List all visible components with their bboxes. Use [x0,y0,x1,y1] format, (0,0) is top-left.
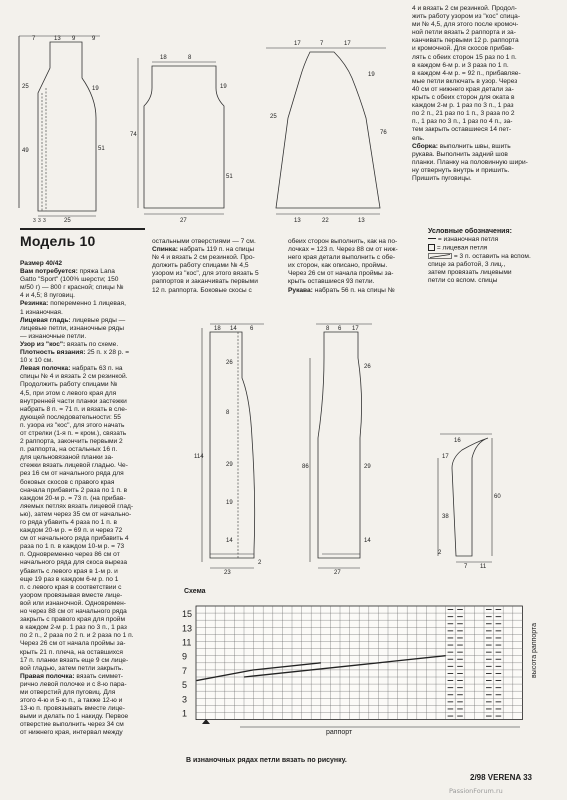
p4-label-4: 114 [194,454,204,460]
col1-line: 10 х 10 см. [20,357,54,365]
p4-label-7: 19 [226,500,233,506]
col1-line: узором провязывая вместе лице- [20,591,123,599]
col1-line: боковых скосов с правого края [20,478,115,486]
p3-label-0: 17 [294,41,301,47]
col2-line: узором из "кос", для этого вязать 5 [152,270,259,278]
top-text-line: ми № 4,5, для этого после кромоч- [412,21,519,29]
scheme-height-label: высота раппорта [531,622,538,678]
col2-line: должить работу спицами № 4,5 [152,262,249,270]
col1-line: 2 раппорта, закончить первыми 2 [20,438,123,446]
p3-label-2: 17 [344,41,351,47]
p2-label-3: 74 [130,132,137,138]
col1-line: набрать 8 п. = 71 п. и вязать в сле- [20,405,128,413]
col1-line: Вам потребуется: пряжа Lana [20,268,115,276]
p6-label-1: 17 [442,454,449,460]
col1-line: сначала прибавить 2 раза по 1 п. в [20,486,128,494]
watermark: PassionForum.ru [449,787,503,795]
col1-line: каждом 20-м р. = 73 п. (на прибав- [20,494,126,502]
p3-label-5: 76 [380,130,387,136]
p2-label-1: 8 [188,55,192,61]
p4-label-1: 14 [230,326,237,332]
pattern-front-panel [14,28,114,224]
col1-line: но через 88 см от начального ряда [20,608,127,616]
col1-line: Размер 40/42 [20,260,63,267]
col3-line: Через 26 см от начала проймы за- [288,270,394,278]
col1-line: Gatto "Sport" (100% шерсти; 150 [20,276,119,284]
col1-line: лицевые петли, изнаночные ряды [20,324,124,332]
page-footer [470,773,532,782]
p5-label-5: 29 [364,464,371,470]
col1-line: 13-ю п. провязывать вместе лице- [20,705,125,713]
col1-line: Левая полочка: набрать 63 п. на [20,365,123,373]
col1-line: п. Одновременно через 86 см от [20,551,120,559]
pattern-sleeve-model10 [432,428,512,568]
col1-line: еще 19 раз в каждом 6-м р. по 1 [20,575,119,583]
col1-line: ляемых петлях вязать лицевой глад- [20,502,134,510]
col1-line: п. раппорта, на остальных 16 п. [20,446,118,454]
col1-line: Резинка: попеременно 1 лицевая, [20,300,126,308]
col1-line: Через 26 см от начала проймы за- [20,640,126,648]
col1-line: Лицевая гладь: лицевые ряды — [20,316,126,324]
col1-line: каждом 20-м р. = 69 п. и через 72 [20,527,123,535]
col1-line: Правая полочка: вязать симмет- [20,672,123,680]
top-text-line: 4 и вязать 2 см резинкой. Продол- [412,5,517,12]
col2-line: № 4 и вязать 2 см резинкой. Про- [152,254,255,262]
col2-line: 12 п. раппорта. Боковые скосы с [152,286,252,294]
p4-label-10: 2 [258,560,262,566]
pattern-back-model10 [192,318,300,576]
p4-label-8: 14 [226,538,233,544]
top-text-block [412,5,550,183]
scheme-repeat-label: раппорт [326,729,353,736]
scheme-row-label: 7 [182,665,188,676]
scheme-row-label: 11 [182,637,192,648]
scheme-grid [160,598,560,748]
scheme-note: В изнаночных рядах петли вязать по рисунку. [186,757,347,764]
col2-line: Спинка: набрать 119 п. на спицы [152,246,255,254]
col1-line: раза по 1 п. в каждом 10-м р. = 73 [20,543,125,551]
p2-label-0: 18 [160,55,167,61]
p6-label-3: 38 [442,514,449,520]
col1-line: Продолжить работу спицами № [20,381,118,389]
p1-label-9: 3 [38,218,41,224]
col1-line: рез 16 см от начального ряда для [20,470,124,478]
col1-line: для цельновязаной планки за- [20,454,114,462]
col1-line: ми отверстий для пуговиц. Для [20,688,116,696]
col1-line: этого 4-ю и 5-ю п., а также 12-ю и [20,697,123,705]
p1-label-7: 51 [98,146,105,152]
col1-line: Плотность вязания: 25 п. х 28 р. = [20,349,130,357]
col1-line: спицы № 4 и вязать 2 см резинкой. [20,373,128,381]
p4-label-6: 29 [226,462,233,468]
top-text-line: жить работу узором из "кос" спица- [412,13,521,21]
top-text-line: лять с обеих сторон 15 раз по 1 п. [412,53,517,61]
col1-line: — изнаночные петли. [20,332,87,340]
p6-label-6: 11 [480,564,487,568]
col1-line: Узор из "кос": вязать по схеме. [20,340,119,348]
p1-label-1: 13 [54,36,61,42]
col1-line: 4 и 4,5; 8 пуговиц. [20,292,75,300]
assembly-label: Сборка: [412,142,438,150]
footer-issue: 2/98 VERENA [470,773,521,782]
pattern-back-panel [128,28,236,224]
column-2-text [152,238,278,295]
p4-label-5: 8 [226,410,230,416]
col1-line: рично левой полочке и с 8-ю пара- [20,680,127,688]
top-text-line: ной петли вязать 2 раппорта и за- [412,29,516,37]
p6-label-0: 16 [454,438,461,444]
p3-label-1: 7 [320,41,324,47]
col3-line: лочках = 123 п. Через 88 см от ниж- [288,246,398,254]
p4-label-3: 26 [226,360,233,366]
legend-cable-text: = 3 п. оставить на вспом. [453,252,531,260]
col1-line: выми и делать по 1 накиду. Первое [20,713,129,721]
col3-line: него края детали выполнить с обе- [288,254,396,262]
col1-line: вой гладью, затем петли закрыть. [20,664,124,672]
legend-cable-text-4: петли со вспом. спицы [428,276,498,284]
col3-line: крыть оставшиеся 93 петли. [288,278,375,286]
pattern-front-model10 [300,318,390,576]
col1-line: от нижнего края, интервал между [20,729,123,737]
p2-label-4: 51 [226,174,233,180]
scheme-row-label: 5 [182,680,188,691]
col1-line: от стрелки (1-я п. = кром.), связать [20,429,127,437]
scheme-row-label: 9 [182,651,188,662]
p3-label-3: 19 [368,72,375,78]
p1-label-3: 9 [92,36,96,42]
p3-label-4: 25 [270,114,277,120]
p1-label-0: 7 [32,36,36,42]
footer-page: 33 [523,773,532,782]
cable-symbol-icon [428,253,452,259]
col1-line: дующей последовательности: 55 [20,413,121,421]
legend-knit-text: = лицевая петля [436,244,488,252]
p1-label-10: 3 [43,218,46,224]
p5-label-2: 17 [352,326,359,332]
p5-label-1: 6 [338,326,342,332]
legend-cable-text-2: спице за работой, 3 лиц., [428,260,506,268]
top-text-line: 40 см от нижнего края детали за- [412,85,514,93]
col1-line: стежки вязать лицевой гладью. Че- [20,462,128,470]
top-text-line: каждом 2-м р. 1 раз по 3 п., 1 раз [412,102,514,110]
top-text-line: п., 1 раз по 3 п., 1 раз по 4 п., за- [412,118,513,126]
p5-label-3: 26 [364,364,371,370]
column-1-text [20,260,144,738]
top-text-line: ель. [412,134,425,142]
col1-line: ью), затем через 35 см от начально- [20,510,132,518]
p6-label-2: 60 [494,494,501,500]
legend-item-purl [428,236,552,244]
col1-line: м/50 г) — 800 г красной; спицы № [20,284,124,292]
top-text-line: по 2 п., 21 раз по 1 п., 3 раза по 2 [412,110,515,118]
col1-line: го ряда убавить 4 раза по 1 п. в [20,519,117,526]
p4-label-9: 23 [224,570,231,576]
p3-label-8: 13 [358,218,365,224]
col1-line: 17 п. планки вязать еще 9 см лице- [20,656,129,664]
assembly-lines: выполнить швы, вшить рукава. Выполнить задний шов планки. Планку на половинную шири- ну отвернуть внутрь и пришить. Пришить пуговицы. [412,142,528,182]
title-rule [20,228,145,230]
col1-line: убавить с левого края в 1-м р. и [20,567,118,575]
top-text-line: мые петли включать в узор. Через [412,77,518,85]
top-text-line: тем закрыть оставшиеся 14 пет- [412,126,512,134]
col1-line: внутренней части планки застежки [20,397,127,405]
col1-line: п. узора из "кос", для этого начать [20,421,125,429]
p5-label-0: 8 [326,326,330,332]
top-text-line: в каждом 4-м р. = 92 п., прибавляе- [412,69,521,77]
p5-label-4: 86 [302,464,309,470]
scheme-row-label: 15 [182,609,193,620]
col1-line: начального ряда для скоса выреза [20,559,128,567]
top-text-lines [412,5,550,143]
p6-label-4: 2 [438,550,442,556]
p1-label-6: 49 [22,148,29,154]
col1-line: 1 изнаночная. [20,308,63,316]
model-title: Модель 10 [20,233,96,249]
p1-label-8: 3 [33,218,36,224]
p1-label-5: 19 [92,86,99,92]
p3-label-7: 22 [322,218,329,224]
legend-item-knit [428,244,552,252]
p1-label-4: 25 [22,84,29,90]
legend [428,228,552,285]
col3-line: их сторон, как описано, проймы. [288,262,388,270]
col1-line: отверстие выполнить через 34 см [20,721,124,729]
col3-line: обеих сторон выполнить, как на по- [288,238,398,245]
col1-line: в каждом 2-м р. 1 раз по 3 п., 1 раз [20,624,127,632]
top-text-line: канчивать первыми 12 р. раппорта [412,37,519,45]
scheme-title: Схема [184,588,206,595]
pattern-sleeve [256,28,396,224]
p5-label-7: 27 [334,570,341,576]
legend-purl-text: = изнаночная петля [437,236,499,244]
p2-label-2: 19 [220,84,227,90]
col1-line: 4,5, при этом с левого края для [20,389,117,397]
p3-label-6: 13 [294,218,301,224]
legend-cable-text-3: затем провязать лицевыми [428,268,512,276]
p6-label-5: 7 [464,564,468,568]
top-text-line: в каждом 6-м р. и 3 раза по 1 п. [412,61,509,69]
legend-title: Условные обозначения: [428,228,512,235]
scheme-row-label: 13 [182,623,193,634]
legend-item-cable [428,253,552,261]
col1-line: по 2 п., 2 раза по 2 п. и 2 раза по 1 п. [20,632,134,640]
p1-label-11: 25 [64,218,71,224]
top-text-line: и кромочной. Для скосов прибав- [412,45,514,53]
col1-line: см от начального ряда прибавить 4 [20,535,129,543]
col1-line: вой или изнаночной. Одновремен- [20,599,126,607]
p2-label-5: 27 [180,218,187,224]
col2-line: остальными отверстиями — 7 см. [152,238,256,245]
assembly-paragraph [412,143,550,183]
col1-line: крыть 21 п. плеча, на оставшихся [20,648,123,656]
col1-line: п. с левого края в соответствии с [20,583,122,591]
p4-label-2: 6 [250,326,254,332]
column-3-text [288,238,412,295]
p1-label-2: 9 [72,36,76,42]
col1-line: закрыть с правого края для пройм [20,616,125,624]
top-text-line: крыть с обеих сторон для оката в [412,94,515,102]
p5-label-6: 14 [364,538,371,544]
scheme-row-label: 3 [182,694,188,705]
scheme-row-label: 1 [182,708,188,719]
col3-line: Рукава: набрать 56 п. на спицы № [288,286,395,294]
col2-line: раппортов и заканчивать первыми [152,278,258,286]
p4-label-0: 18 [214,326,221,332]
